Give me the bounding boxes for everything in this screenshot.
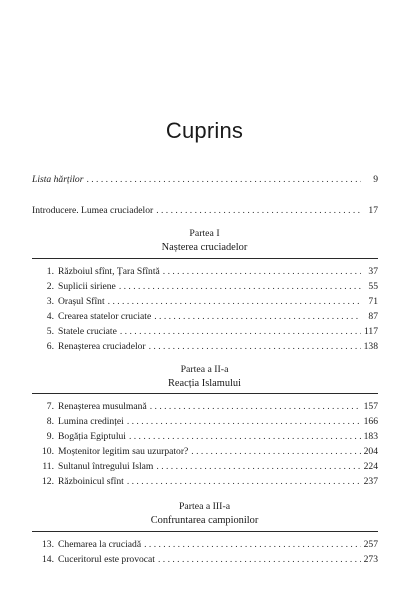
leader-dots bbox=[127, 416, 361, 427]
toc-entry[interactable] bbox=[32, 279, 378, 292]
toc-entry-introducere[interactable] bbox=[32, 203, 378, 216]
leader-dots bbox=[154, 311, 361, 322]
leader-dots bbox=[156, 205, 361, 216]
toc-entry-label: Orașul Sfînt bbox=[58, 296, 105, 307]
leader-dots bbox=[191, 446, 360, 457]
leader-dots bbox=[129, 431, 361, 442]
toc-entry[interactable] bbox=[32, 399, 378, 412]
leader-dots bbox=[144, 539, 361, 550]
toc-entry-label: Renașterea cruciadelor bbox=[58, 341, 146, 352]
toc-entry[interactable] bbox=[32, 474, 378, 487]
toc-entry-label: Sultanul întregului Islam bbox=[58, 461, 154, 472]
toc-entry-label: Lista hărților bbox=[32, 174, 84, 185]
toc-entry[interactable] bbox=[32, 264, 378, 277]
toc-entry-page: 273 bbox=[363, 554, 378, 565]
toc-entry-page: 37 bbox=[368, 266, 378, 277]
toc-entry-label: Suplicii siriene bbox=[58, 281, 116, 292]
toc-entry-page: 117 bbox=[363, 326, 378, 337]
toc-entry-page: 87 bbox=[368, 311, 378, 322]
toc-entry[interactable] bbox=[32, 324, 378, 337]
toc-entry[interactable] bbox=[32, 294, 378, 307]
toc-entry-number: 2. bbox=[46, 281, 54, 292]
toc-entry-number: 7. bbox=[46, 401, 54, 412]
toc-entry-page: 237 bbox=[363, 476, 378, 487]
toc-entry[interactable] bbox=[32, 459, 378, 472]
toc-entry-lista-hartilor[interactable] bbox=[32, 172, 378, 185]
divider bbox=[32, 258, 378, 259]
toc-entry-page: 166 bbox=[363, 416, 378, 427]
toc-entry-number: 5. bbox=[46, 326, 54, 337]
leader-dots bbox=[119, 281, 361, 292]
toc-entry-page: 204 bbox=[363, 446, 378, 457]
toc-entry-number: 10. bbox=[42, 446, 54, 457]
page-title: Cuprins bbox=[165, 118, 244, 143]
toc-entry-page: 157 bbox=[363, 401, 378, 412]
toc-entry-page: 257 bbox=[363, 539, 378, 550]
toc-entry[interactable] bbox=[32, 309, 378, 322]
leader-dots bbox=[163, 266, 361, 277]
toc-entry-number: 13. bbox=[42, 539, 54, 550]
toc-entry[interactable] bbox=[32, 552, 378, 565]
toc-entry-page: 55 bbox=[368, 281, 378, 292]
toc-entry-label: Statele cruciate bbox=[58, 326, 117, 337]
part-heading: Partea I bbox=[189, 228, 220, 239]
toc-entry-number: 14. bbox=[42, 554, 54, 565]
leader-dots bbox=[120, 326, 361, 337]
toc-entry-label: Renașterea musulmană bbox=[58, 401, 147, 412]
toc-entry-number: 12. bbox=[42, 476, 54, 487]
toc-entry-label: Războiul sfînt, Țara Sfîntă bbox=[58, 266, 160, 277]
toc-entry-number: 8. bbox=[46, 416, 54, 427]
leader-dots bbox=[149, 341, 361, 352]
toc-entry-label: Cuceritorul este provocat bbox=[58, 554, 155, 565]
toc-entry[interactable] bbox=[32, 414, 378, 427]
toc-entry-page: 224 bbox=[363, 461, 378, 472]
toc-entry-number: 11. bbox=[42, 461, 54, 472]
toc-entry-page: 17 bbox=[368, 205, 378, 216]
toc-entry-page: 71 bbox=[368, 296, 378, 307]
toc-entry-number: 4. bbox=[46, 311, 54, 322]
toc-entry-number: 3. bbox=[46, 296, 54, 307]
part-heading: Partea a II-a bbox=[180, 364, 229, 375]
toc-entry-label: Moștenitor legitim sau uzurpator? bbox=[58, 446, 189, 457]
divider bbox=[32, 531, 378, 532]
toc-entry[interactable] bbox=[32, 444, 378, 457]
leader-dots bbox=[158, 554, 361, 565]
toc-entry-page: 183 bbox=[363, 431, 378, 442]
part-title: Confruntarea campionilor bbox=[150, 515, 259, 526]
toc-entry[interactable] bbox=[32, 429, 378, 442]
toc-entry-label: Crearea statelor cruciate bbox=[58, 311, 152, 322]
leader-dots bbox=[108, 296, 361, 307]
toc-entry[interactable] bbox=[32, 537, 378, 550]
part-title: Reacția Islamului bbox=[168, 378, 241, 389]
leader-dots bbox=[156, 461, 360, 472]
toc-entry-number: 9. bbox=[46, 431, 54, 442]
part-title: Nașterea cruciadelor bbox=[161, 242, 248, 253]
leader-dots bbox=[150, 401, 361, 412]
toc-entry-page: 138 bbox=[363, 341, 378, 352]
toc-entry-page: 9 bbox=[373, 174, 378, 185]
divider bbox=[32, 393, 378, 394]
toc-entry-label: Chemarea la cruciadă bbox=[58, 539, 142, 550]
toc-entry-label: Războinicul sfînt bbox=[58, 476, 124, 487]
toc-entry-label: Introducere. Lumea cruciadelor bbox=[32, 205, 154, 216]
toc-entry-number: 6. bbox=[46, 341, 54, 352]
toc-entry-label: Lumina credinței bbox=[58, 416, 124, 427]
toc-entry[interactable] bbox=[32, 339, 378, 352]
leader-dots bbox=[86, 174, 361, 185]
leader-dots bbox=[127, 476, 361, 487]
toc-entry-number: 1. bbox=[46, 266, 54, 277]
toc-entry-label: Bogăția Egiptului bbox=[58, 431, 126, 442]
part-heading: Partea a III-a bbox=[178, 501, 231, 512]
